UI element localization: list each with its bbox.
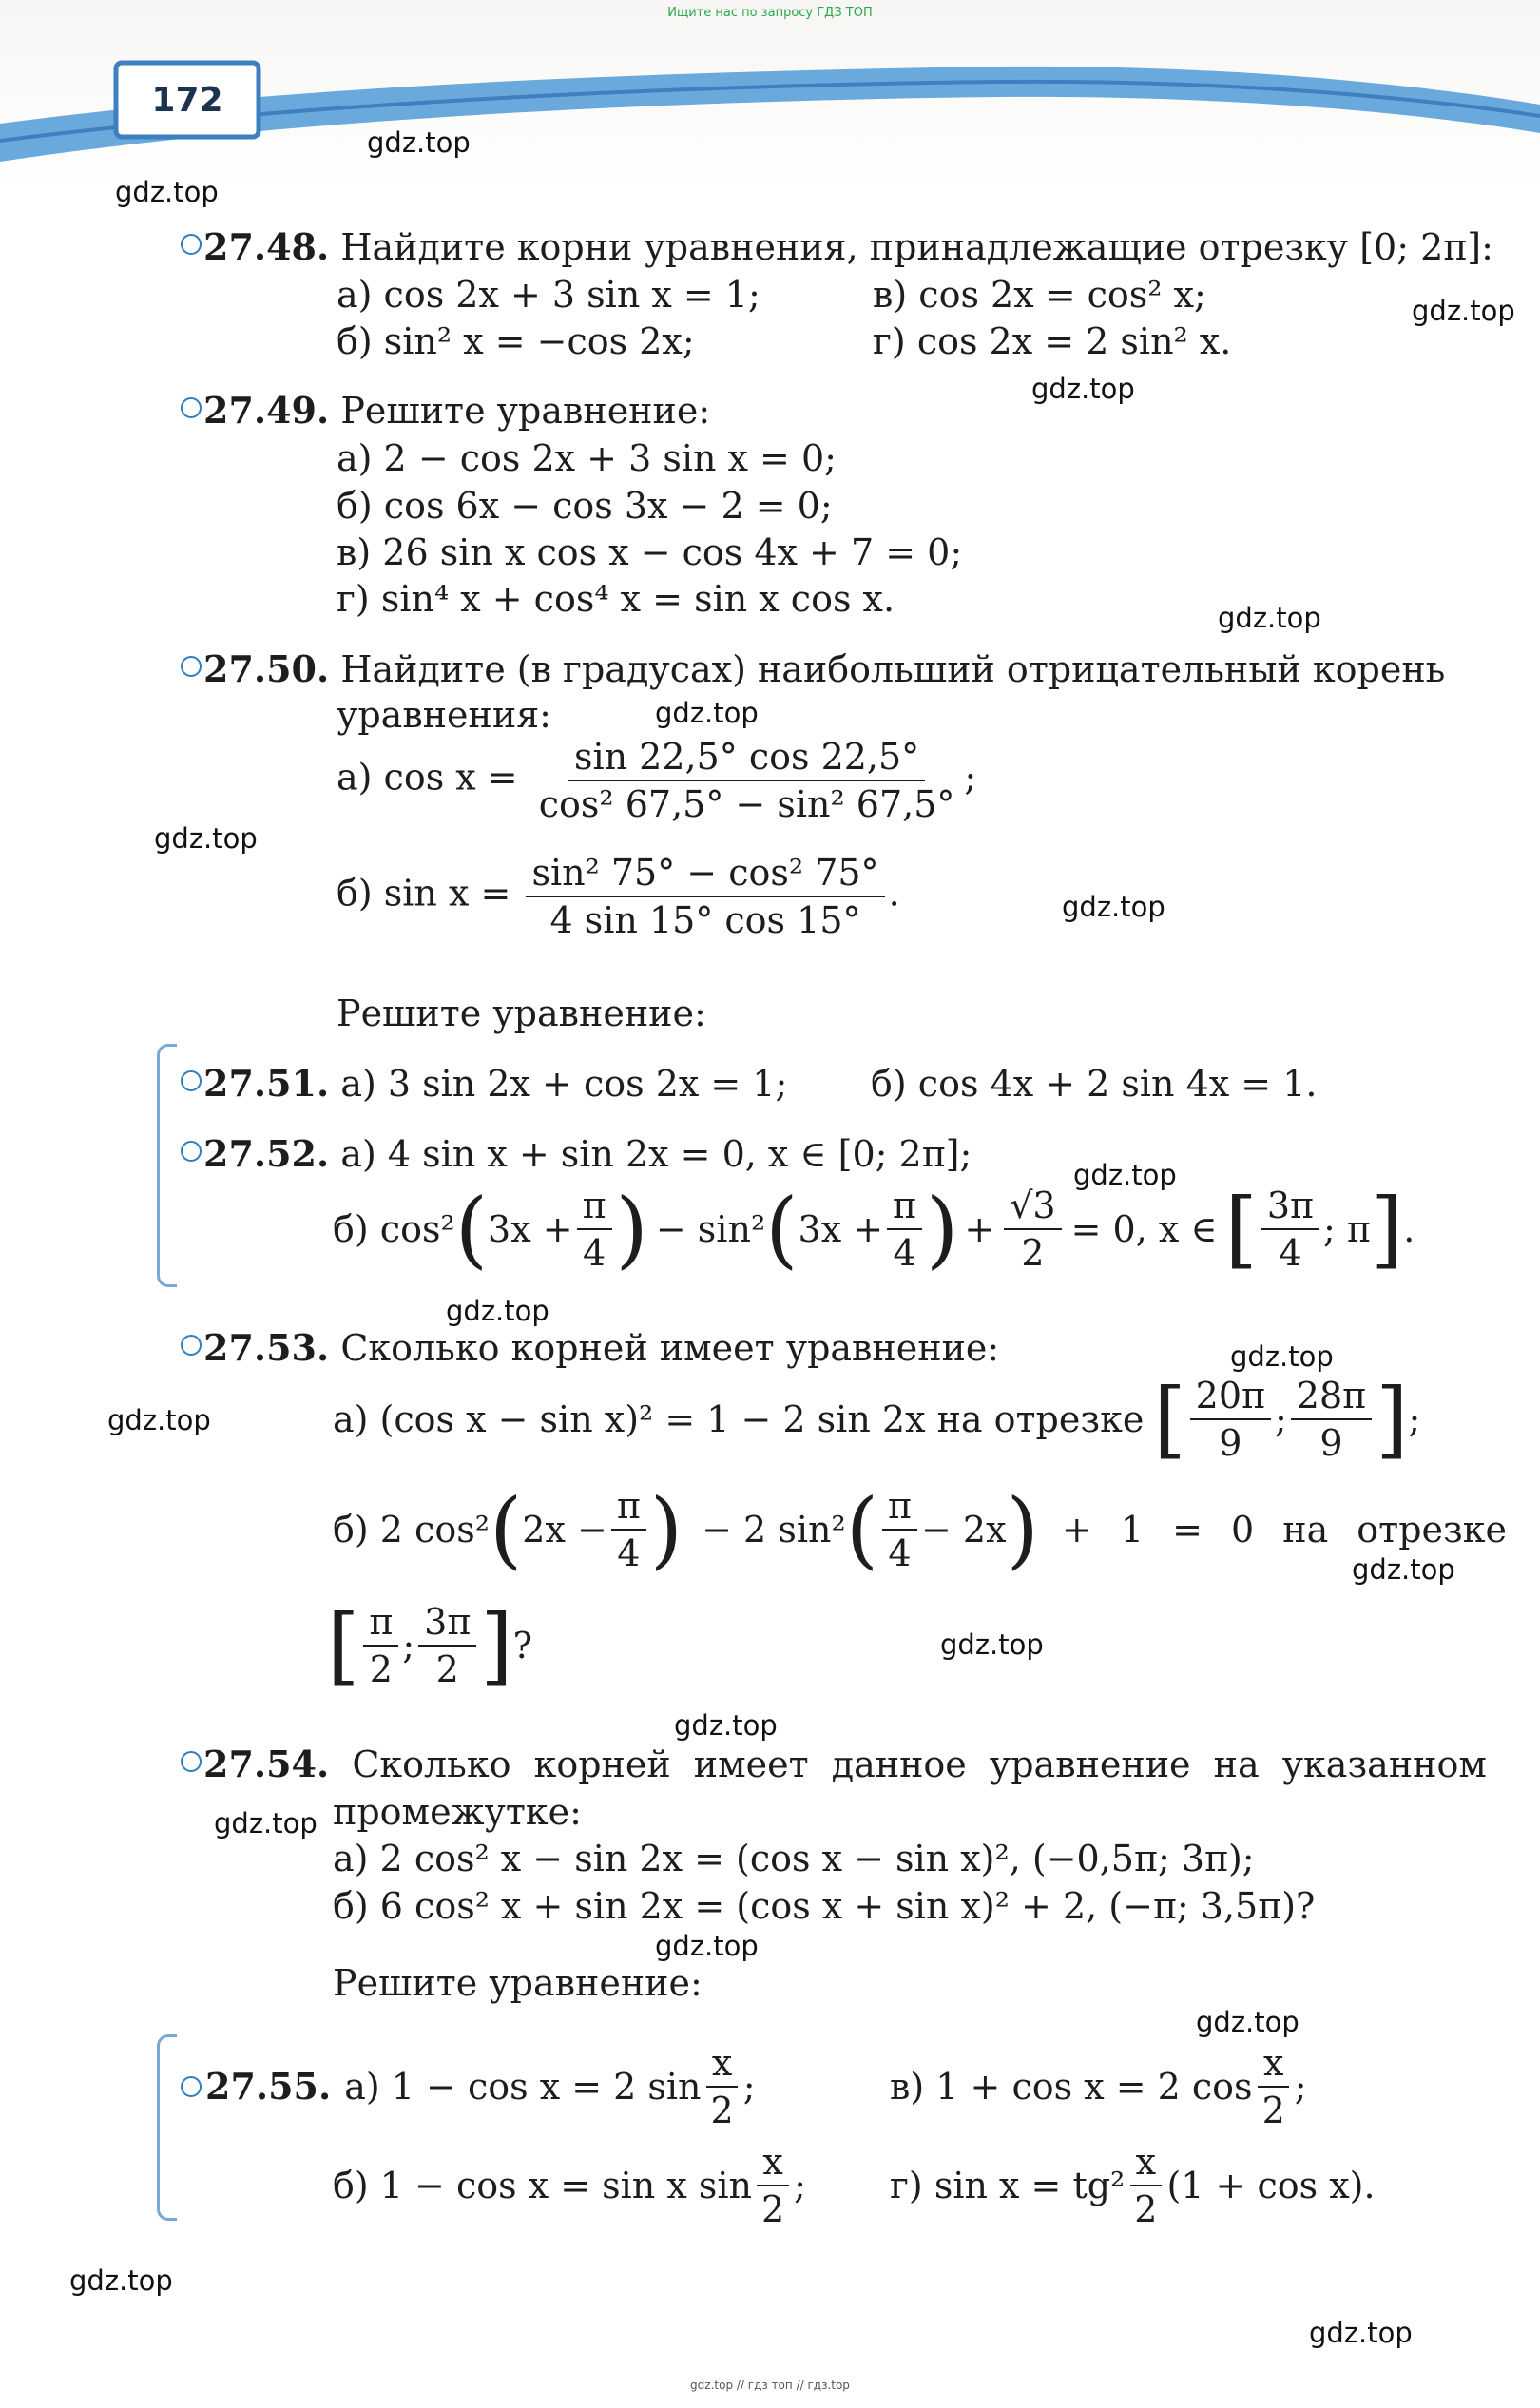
ex2754-title-cont: промежутке: [333,1791,582,1833]
paren-left: ( [489,1480,523,1578]
fraction [526,852,884,941]
text: 2x − [522,1509,607,1551]
group-bracket [157,2034,177,2221]
equation-lhs: б) sin x = [337,872,511,915]
exercise-number: 27.49. [203,389,330,432]
punct: ; [1408,1398,1421,1440]
top-note: Ищите нас по запросу ГДЗ ТОП [667,6,873,20]
optional-circle-icon [181,1141,202,1162]
paren-right: ) [926,1180,959,1278]
ex2749-a: а) 2 − cos 2x + 3 sin x = 0; [337,437,837,479]
fraction: $\frac{x}{2}$ [756,2141,790,2230]
exercise-title: Найдите (в градусах) наибольший отрицательный корень [340,648,1446,690]
ex2750-title-cont: уравнения: [337,694,551,736]
paren-right: ) [615,1180,648,1278]
bracket-left: [ [1224,1180,1258,1278]
watermark: gdz.top [674,1709,778,1742]
ex2755-v [890,2042,1307,2131]
exercise-number: 27.52. [203,1132,330,1175]
text: − 2 sin² [702,1509,846,1551]
exercise-27-54 [181,1742,1487,1787]
bracket-right: ] [1376,1370,1409,1468]
watermark: gdz.top [107,1404,211,1436]
fraction: $\frac{3\pi}{2}$ [418,1601,476,1690]
exercise-title: Найдите корни уравнения, принадлежащие отрезку [0; 2π]: [340,226,1493,268]
punct: ; [794,2165,806,2206]
watermark: gdz.top [1412,295,1515,327]
fraction: $\frac{20\pi}{9}$ [1190,1375,1271,1464]
text: ; π [1323,1208,1371,1250]
ex2754-a: а) 2 cos² x − sin 2x = (cos x − sin x)², (−0,5π; 3π); [333,1838,1255,1879]
optional-circle-icon [181,1070,202,1091]
ex2750-b [337,852,900,941]
text: а) (cos x − sin x)² = 1 − 2 sin 2x на отрезке [333,1398,1145,1440]
ex2748-b: б) sin² x = −cos 2x; [337,320,695,362]
exercise-number: 27.53. [203,1326,330,1369]
optional-circle-icon [181,1751,202,1772]
text: 3x + [798,1208,884,1250]
text: б) cos² [333,1208,455,1250]
numerator: sin 22,5° cos 22,5° [568,736,925,781]
fraction: $\frac{√3}{2}$ [1004,1185,1061,1274]
paren-left: ( [765,1180,799,1278]
exercise-27-51 [181,1061,787,1107]
exercise-number: 27.50. [203,647,330,690]
ex2755-g [890,2141,1376,2230]
optional-circle-icon [181,397,202,418]
text: − sin² [655,1208,766,1250]
watermark: gdz.top [1309,2317,1413,2349]
punct: ; [742,2066,756,2108]
paren-left: ( [454,1180,489,1278]
exercise-27-49 [181,388,710,433]
ex2751-a: а) 3 sin 2x + cos 2x = 1; [340,1063,788,1105]
watermark: gdz.top [1196,2006,1299,2038]
optional-circle-icon [181,2076,202,2097]
text: б) 1 − cos x = sin x sin [333,2165,752,2206]
ex2749-g: г) sin⁴ x + cos⁴ x = sin x cos x. [337,578,895,620]
exercise-title: Сколько корней имеет данное уравнение на указанном [352,1743,1487,1785]
ex2752-b [333,1180,1415,1278]
watermark: gdz.top [655,697,759,729]
ex2752-a: а) 4 sin x + sin 2x = 0, x ∈ [0; 2π]; [340,1133,972,1175]
equation-lhs: а) cos x = [337,756,518,799]
section-heading: Решите уравнение: [337,992,706,1034]
ex2749-v: в) 26 sin x cos x − cos 4x + 7 = 0; [337,531,963,573]
ex2753-a [333,1370,1421,1468]
watermark: gdz.top [154,822,258,855]
watermark: gdz.top [214,1807,318,1840]
watermark: gdz.top [1031,373,1135,405]
ex2755-b [333,2141,806,2230]
watermark: gdz.top [115,176,219,208]
exercise-number: 27.51. [203,1062,330,1105]
watermark: gdz.top [446,1295,549,1327]
bracket-left: [ [1153,1370,1186,1468]
fraction: $\frac{x}{2}$ [1128,2141,1163,2230]
ex2755-a: а) 1 − cos x = 2 sin [344,2066,702,2108]
watermark: gdz.top [69,2264,173,2297]
exercise-27-48 [181,224,1493,270]
ex2748-v: в) cos 2x = cos² x; [873,274,1206,316]
bracket-right: ] [1370,1180,1404,1278]
paren-left: ( [845,1480,879,1578]
fraction: $\frac{\pi}{2}$ [363,1601,398,1690]
punct: . [1403,1208,1415,1250]
fraction: $\frac{28\pi}{9}$ [1291,1375,1372,1464]
fraction: $\frac{x}{2}$ [1257,2042,1291,2131]
text: в) 1 + cos x = 2 cos [890,2066,1253,2108]
bracket-right: ] [480,1596,513,1694]
exercise-27-52 [181,1131,972,1177]
watermark: gdz.top [1073,1159,1177,1191]
paren-right: ) [1006,1480,1039,1578]
fraction: $\frac{\pi}{4}$ [882,1485,917,1574]
fraction [533,736,961,825]
ex2750-a [337,736,976,825]
bracket-left: [ [327,1596,360,1694]
fraction: $\frac{\pi}{4}$ [611,1485,646,1574]
optional-circle-icon [181,1335,202,1356]
text: г) sin x = tg² [890,2165,1126,2206]
ex2748-a: а) cos 2x + 3 sin x = 1; [337,274,760,316]
ex2753-b [333,1480,1507,1578]
ex2748-g: г) cos 2x = 2 sin² x. [873,320,1232,362]
paren-right: ) [649,1480,683,1578]
watermark: gdz.top [940,1628,1044,1661]
exercise-number: 27.48. [203,225,330,268]
group-bracket [157,1044,177,1287]
section-heading: Решите уравнение: [333,1962,703,2004]
ex2754-b: б) 6 cos² x + sin 2x = (cos x + sin x)² + 2, (−π; 3,5π)? [333,1885,1316,1927]
watermark: gdz.top [1230,1340,1334,1373]
fraction: $\frac{\pi}{4}$ [577,1185,612,1274]
punct: ? [512,1625,533,1666]
ex2751-b: б) cos 4x + 2 sin 4x = 1. [871,1063,1318,1105]
ex2753-b-interval [327,1596,533,1694]
exercise-title: Решите уравнение: [340,390,711,432]
exercise-27-53 [181,1325,999,1371]
text: − 2x [921,1509,1007,1551]
punct: ; [1294,2066,1307,2108]
fraction: $\frac{\pi}{4}$ [887,1185,922,1274]
denominator: 4 sin 15° cos 15° [549,899,861,941]
watermark: gdz.top [367,126,471,159]
watermark: gdz.top [1352,1553,1455,1586]
punct: ; [402,1625,415,1666]
fraction: $\frac{x}{2}$ [705,2042,740,2131]
watermark: gdz.top [1218,602,1321,634]
fraction: $\frac{3\pi}{4}$ [1261,1185,1319,1274]
punct: . [888,872,900,915]
punct: ; [964,756,977,799]
exercise-27-50 [181,646,1445,692]
ex2749-b: б) cos 6x − cos 3x − 2 = 0; [337,485,833,527]
exercise-27-55 [181,2042,756,2131]
exercise-title: Сколько корней имеет уравнение: [340,1327,1000,1369]
text: б) 2 cos² [333,1509,490,1551]
numerator: sin² 75° − cos² 75° [526,852,884,897]
page-number: 172 [151,80,223,120]
text: + [964,1208,995,1250]
text: + 1 = 0 на отрезке [1061,1509,1507,1551]
watermark: gdz.top [1062,891,1165,923]
optional-circle-icon [181,234,202,255]
text: 3x + [488,1208,573,1250]
exercise-number: 27.55. [205,2065,332,2108]
text: (1 + cos x). [1166,2165,1376,2206]
watermark: gdz.top [655,1930,759,1962]
punct: ; [1274,1398,1287,1440]
exercise-number: 27.54. [203,1743,330,1785]
text: = 0, x ∈ [1070,1208,1218,1250]
optional-circle-icon [181,656,202,677]
bottom-note: gdz.top // гдз топ // гдз.top [690,2379,850,2392]
denominator: cos² 67,5° − sin² 67,5° [538,783,955,825]
